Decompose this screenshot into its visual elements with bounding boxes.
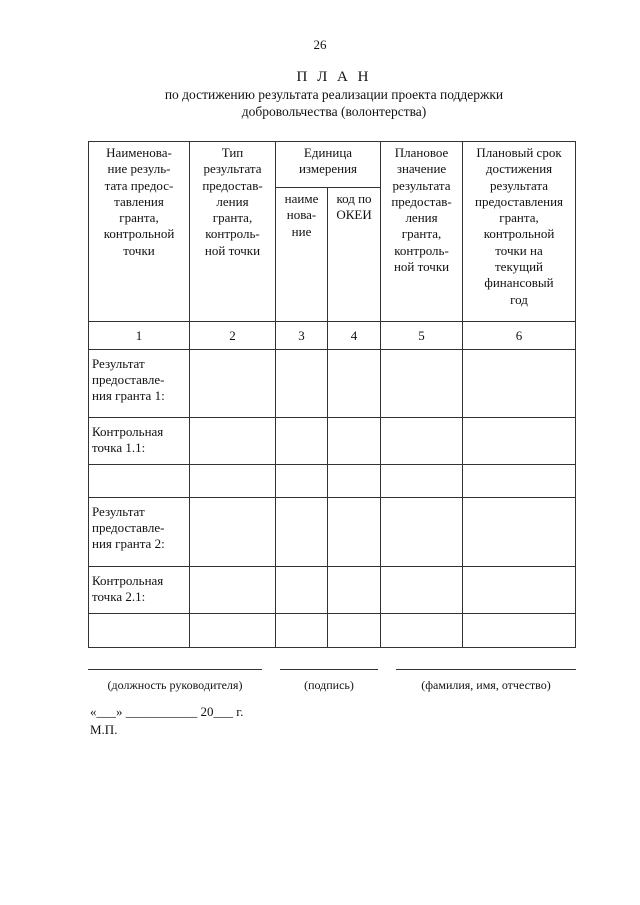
stamp-place: М.П. [90,722,118,737]
table-cell [190,418,276,465]
header-planned-value: Плановое значение результата предостав- ления гранта, контроль- ной точки [381,142,463,322]
table-cell [463,465,576,498]
table-cell [190,498,276,567]
column-number: 1 [89,322,190,350]
table-cell [381,614,463,648]
table-row [89,498,576,567]
position-signature-line [88,669,262,670]
signature-line [280,669,378,670]
table-cell [276,418,328,465]
column-number: 2 [190,322,276,350]
header-unit-group: Единица измерения [276,142,381,188]
table-cell [328,614,381,648]
row-label: Контрольная точка 2.1: [89,567,190,614]
document-subtitle: по достижению результата реализации проекта поддержки добровольчества (волонтерства) [164,87,504,119]
table-row [89,567,576,614]
column-number-row [89,322,576,350]
row-label: Контрольная точка 1.1: [89,418,190,465]
table-cell [276,567,328,614]
table-cell [463,350,576,418]
header-planned-deadline: Плановый срок достижения результата предоставления гранта, контрольной точки на текущий финансовый год [463,142,576,322]
table-cell [381,498,463,567]
table-cell [276,465,328,498]
column-number: 3 [276,322,328,350]
table-cell [328,350,381,418]
table-cell [463,567,576,614]
header-result-type: Тип результата предостав- ления гранта, контроль- ной точки [190,142,276,322]
table-cell [276,498,328,567]
row-label [89,614,190,648]
signature-caption: (подпись) [304,678,354,692]
date-line: «___» ___________ 20___ г. [90,704,244,719]
table-cell [190,350,276,418]
header-unit-okei: код по ОКЕИ [328,188,381,322]
column-number: 5 [381,322,463,350]
table-cell [328,498,381,567]
table-cell [276,614,328,648]
header-row-1 [89,142,576,188]
table-cell [381,567,463,614]
table-cell [381,418,463,465]
column-number: 6 [463,322,576,350]
full-name-signature-line [396,669,576,670]
page-number: 26 [313,37,327,52]
plan-table [88,141,576,648]
table-cell [463,498,576,567]
column-number: 4 [328,322,381,350]
table-cell [328,567,381,614]
table-row [89,614,576,648]
table-cell [381,350,463,418]
table-cell [328,418,381,465]
table-cell [190,567,276,614]
table-cell [190,465,276,498]
table-cell [190,614,276,648]
table-cell [328,465,381,498]
table-row [89,465,576,498]
table-cell [276,350,328,418]
table-row [89,418,576,465]
row-label: Результат предоставле- ния гранта 1: [89,350,190,418]
row-label [89,465,190,498]
table-cell [463,418,576,465]
title-block [0,68,640,120]
table-cell [463,614,576,648]
document-title: П Л А Н [296,69,372,85]
full-name-caption: (фамилия, имя, отчество) [421,678,551,692]
position-caption: (должность руководителя) [107,678,243,692]
table-row [89,350,576,418]
header-unit-name: наиме нова- ние [276,188,328,322]
table-cell [381,465,463,498]
row-label: Результат предоставле- ния гранта 2: [89,498,190,567]
header-result-name: Наименова- ние резуль- тата предос- тавления гранта, контрольной точки [89,142,190,322]
